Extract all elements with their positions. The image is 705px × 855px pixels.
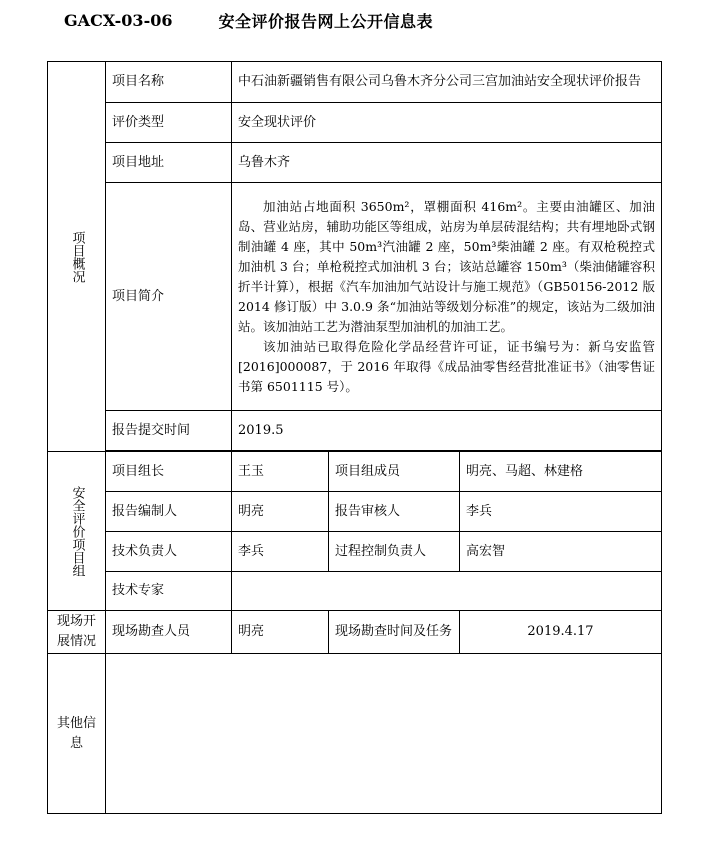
leader-value: 王玉 [232, 452, 329, 492]
table-row [48, 492, 662, 532]
expert-label: 技术专家 [106, 572, 232, 611]
time-task-label: 现场勘查时间及任务 [329, 611, 460, 654]
project-name-value: 中石油新疆销售有限公司乌鲁木齐分公司三宫加油站安全现状评价报告 [232, 62, 662, 103]
section-overview-label: 项目概况 [69, 230, 85, 283]
expert-value [232, 572, 662, 611]
document-title: 安全评价报告网上公开信息表 [218, 11, 433, 31]
reviewer-value: 李兵 [460, 492, 662, 532]
table-row [48, 62, 662, 103]
table-row [48, 532, 662, 572]
document-code: GACX-03-06 [64, 10, 173, 30]
table-row [48, 611, 662, 654]
inspector-label: 现场勘查人员 [106, 611, 232, 654]
other-info-value [106, 654, 662, 814]
summary-paragraph-2: 该加油站已取得危险化学品经营许可证，证书编号为：新乌安监管[2016]000087，于 2016 年取得《成品油零售经营批准证书》（油零售证书第 6501115 号）。 [238, 338, 655, 394]
table-row [48, 572, 662, 611]
leader-label: 项目组长 [106, 452, 232, 492]
process-lead-label: 过程控制负责人 [329, 532, 460, 572]
section-site-label: 现场开展情况 [48, 611, 106, 654]
summary-label: 项目简介 [106, 183, 232, 411]
disclosure-table [47, 61, 662, 814]
members-value: 明亮、马超、林建格 [460, 452, 662, 492]
reviewer-label: 报告审核人 [329, 492, 460, 532]
table-row [48, 143, 662, 183]
section-team [48, 452, 106, 611]
section-other-label: 其他信息 [48, 654, 106, 814]
summary-paragraph-1: 加油站占地面积 3650m²，罩棚面积 416m²。主要由油罐区、加油岛、营业站房，辅助功能区等组成，站房为单层砖混结构；共有埋地卧式钢制油罐 4 座，其中 50m³汽油罐 2 座，50m³柴油罐 2 座。有双枪税控式加油机 3 台；单枪税控式加油机 3 台；该站总罐容 150m³（柴油储罐容积折半计算），根据《汽车加油加气站设计与施工规范》（GB50156-2012 版 2014 修订版）中 3.0.9 条“加油站等级划分标准”的规定，该站为二级加油站。该加油站工艺为潜油泵型加油机的加油工艺。 [238, 198, 655, 334]
table-row [48, 183, 662, 411]
document-header [64, 8, 433, 32]
process-lead-value: 高宏智 [460, 532, 662, 572]
eval-type-label: 评价类型 [106, 103, 232, 143]
submit-time-label: 报告提交时间 [106, 411, 232, 451]
table-row [48, 103, 662, 143]
section-overview [48, 62, 106, 452]
address-value: 乌鲁木齐 [232, 143, 662, 183]
table-row [48, 411, 662, 451]
tech-lead-value: 李兵 [232, 532, 329, 572]
address-label: 项目地址 [106, 143, 232, 183]
author-value: 明亮 [232, 492, 329, 532]
table-row [48, 654, 662, 814]
project-name-label: 项目名称 [106, 62, 232, 103]
members-label: 项目组成员 [329, 452, 460, 492]
inspector-value: 明亮 [232, 611, 329, 654]
eval-type-value: 安全现状评价 [232, 103, 662, 143]
author-label: 报告编制人 [106, 492, 232, 532]
section-team-label: 安全评价项目组 [69, 485, 85, 577]
summary-value [232, 183, 662, 411]
table-row [48, 452, 662, 492]
time-task-value: 2019.4.17 [460, 611, 662, 654]
tech-lead-label: 技术负责人 [106, 532, 232, 572]
submit-time-value: 2019.5 [232, 411, 662, 451]
